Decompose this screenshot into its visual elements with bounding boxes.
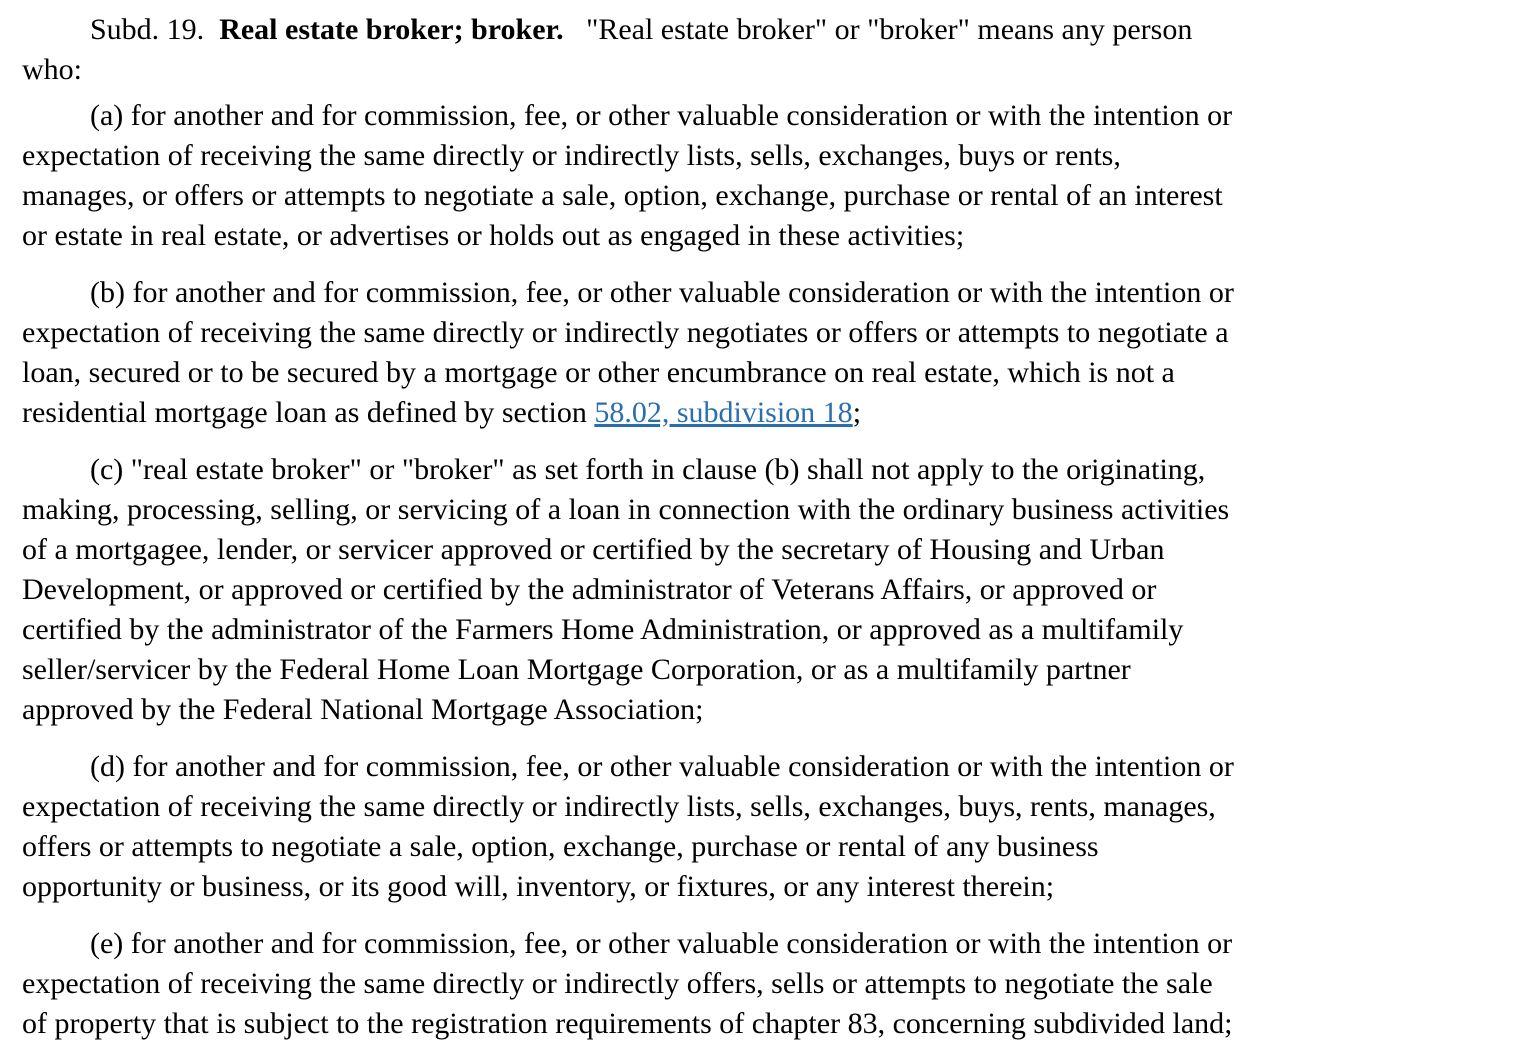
- clause-line: opportunity or business, or its good will, inventory, or fixtures, or any interest therein;: [22, 870, 1055, 903]
- clause-line: (a) for another and for commission, fee, or other valuable consideration or with the intention or: [90, 99, 1233, 132]
- clause-line: making, processing, selling, or servicing of a loan in connection with the ordinary business activities: [22, 493, 1230, 526]
- clause-line: [22, 393, 1514, 433]
- definition-intro-continued: who:: [22, 53, 82, 86]
- clause-b: [22, 273, 1514, 433]
- clause-line: expectation of receiving the same directly or indirectly offers, sells or attempts to negotiate the sale: [22, 967, 1213, 1000]
- clause-line: (b) for another and for commission, fee, or other valuable consideration or with the intention or: [90, 276, 1234, 309]
- clause-line: (d) for another and for commission, fee, or other valuable consideration or with the intention or: [90, 750, 1234, 783]
- clause-text: residential mortgage loan as defined by section: [22, 396, 595, 429]
- section-58-02-link[interactable]: 58.02, subdivision 18: [594, 396, 853, 429]
- clause-line: Development, or approved or certified by the administrator of Veterans Affairs, or approved or: [22, 573, 1157, 606]
- subdivision-heading-paragraph: [22, 10, 1514, 90]
- definition-intro: "Real estate broker" or "broker" means any person: [586, 13, 1193, 46]
- clause-line: certified by the administrator of the Farmers Home Administration, or approved as a multifamily: [22, 613, 1184, 646]
- clause-line: expectation of receiving the same directly or indirectly negotiates or offers or attempts to negotiate a: [22, 316, 1229, 349]
- clause-line: or estate in real estate, or advertises or holds out as engaged in these activities;: [22, 219, 965, 252]
- clause-line: manages, or offers or attempts to negotiate a sale, option, exchange, purchase or rental of an interest: [22, 179, 1223, 212]
- clause-line: of property that is subject to the registration requirements of chapter 83, concerning subdivided land;: [22, 1007, 1233, 1040]
- clause-e: [22, 924, 1514, 1044]
- subdivision-title: Real estate broker; broker.: [219, 13, 564, 46]
- clause-c: [22, 450, 1514, 730]
- clause-line: of a mortgagee, lender, or servicer approved or certified by the secretary of Housing and Urban: [22, 533, 1165, 566]
- clause-line: approved by the Federal National Mortgage Association;: [22, 693, 704, 726]
- heading-line: [22, 10, 1514, 50]
- clause-a: [22, 96, 1514, 256]
- clause-line: loan, secured or to be secured by a mortgage or other encumbrance on real estate, which is not a: [22, 356, 1175, 389]
- clause-line: expectation of receiving the same directly or indirectly lists, sells, exchanges, buys or rents,: [22, 139, 1121, 172]
- clause-d: [22, 747, 1514, 907]
- clause-line: expectation of receiving the same directly or indirectly lists, sells, exchanges, buys, rents, manages,: [22, 790, 1216, 823]
- clause-line: seller/servicer by the Federal Home Loan Mortgage Corporation, or as a multifamily partner: [22, 653, 1131, 686]
- clause-text: ;: [852, 396, 862, 429]
- clause-line: (e) for another and for commission, fee, or other valuable consideration or with the intention or: [90, 927, 1233, 960]
- clause-line: (c) "real estate broker" or "broker" as set forth in clause (b) shall not apply to the originating,: [90, 453, 1206, 486]
- subdivision-number: Subd. 19.: [90, 13, 205, 46]
- clause-line: offers or attempts to negotiate a sale, option, exchange, purchase or rental of any business: [22, 830, 1099, 863]
